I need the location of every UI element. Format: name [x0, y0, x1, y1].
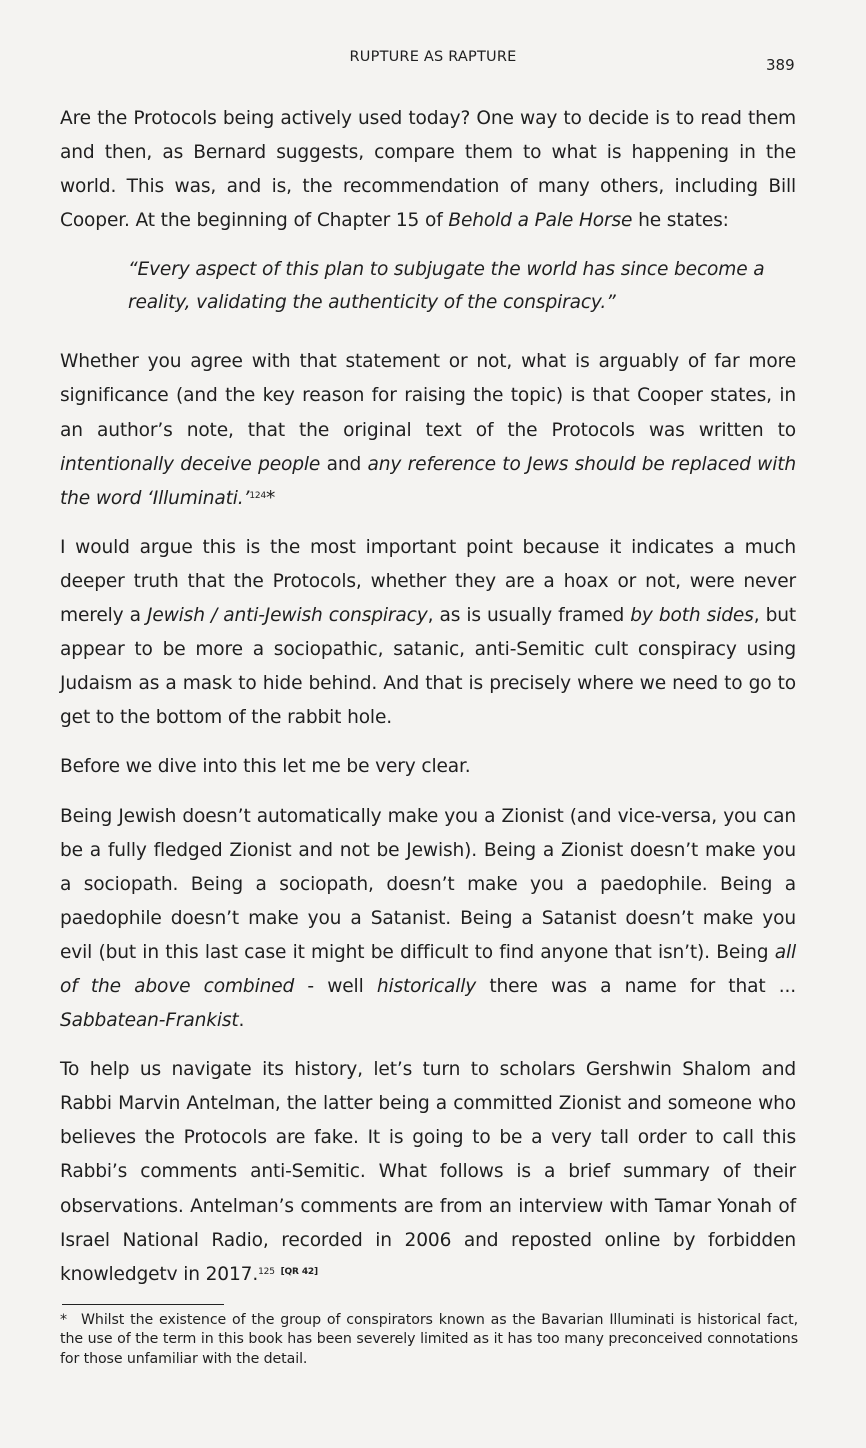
footnote-mark: *	[60, 1312, 67, 1328]
qr-reference: [QR 42]	[280, 1266, 319, 1277]
footnote-divider	[62, 1304, 224, 1305]
p5-text-1: Being Jewish doesn’t automatically make you a Zionist (and vice-versa, you can be a fully fledged Zionist and not be Jewish). Being a Zionist doesn’t make you a sociopath. Being a sociopath, doesn’t make you a paedophile. Being a paedophile doesn’t make you a Satanist. Being a Satanist doesn’t make you evil (but in this last case it might be difficult to find anyone that isn’t). Being	[60, 805, 796, 963]
p5-italic-2: historically	[376, 975, 477, 997]
p3-text-2: , as is usually framed	[427, 605, 631, 627]
paragraph-4	[60, 750, 796, 784]
p5-text-2: - well	[294, 975, 377, 997]
block-quote: “Every aspect of this plan to subjugate the world has since become a reality, validating the authenticity of the conspiracy.”	[128, 259, 765, 314]
p2-italic-1: intentionally deceive people	[60, 453, 321, 475]
footnote	[60, 1311, 798, 1369]
p2-text-2: and	[320, 453, 368, 475]
p1-text-2: he states:	[632, 210, 729, 232]
p5-italic-3: Sabbatean-Frankist	[60, 1010, 239, 1032]
p6-text-1: To help us navigate its history, let’s turn to scholars Gershwin Shalom and Rabbi Marvin Antelman, the latter being a committed Zionist and someone who believes the Protocols are fake. It is going to be a very tall order to call this Rabbi’s comments anti-Semitic. What follows is a brief summary of their observations. Antelman’s comments are from an interview with Tamar Yonah of Israel National Radio, recorded in 2006 and reposted online by forbidden knowledgetv in 2017.	[60, 1059, 796, 1285]
p5-text-3: there was a name for that ...	[476, 975, 796, 997]
p5-italic-1: all of the above combined	[60, 941, 796, 997]
p2-text-1: Whether you agree with that statement or not, what is arguably of far more significance (and the key reason for raising the topic) is that Cooper states, in an author’s note, that the original text of the Protocols was written to	[60, 351, 796, 441]
main-text	[60, 102, 796, 1307]
paragraph-5	[60, 800, 796, 1039]
p3-italic-2: by both sides	[630, 605, 754, 627]
p4-text-1: Before we dive into this let me be very clear.	[60, 756, 471, 778]
paragraph-3	[60, 531, 796, 736]
paragraph-6	[60, 1053, 796, 1292]
p1-text-1: Are the Protocols being actively used today? One way to decide is to read them and then, as Bernard suggests, compare them to what is happening in the world. This was, and is, the recommendation of many others, including Bill Cooper. At the beginning of Chapter 15 of	[60, 108, 796, 232]
p3-text-3: , but appear to be more a sociopathic, satanic, anti-Semitic cult conspiracy using Judaism as a mask to hide behind. And that is precisely where we need to go to get to the bottom of the rabbit hole.	[60, 605, 797, 729]
p3-text-1: I would argue this is the most important point because it indicates a much deeper truth that the Protocols, whether they are a hoax or not, were never merely a	[60, 536, 796, 627]
p2-italic-2: any reference to Jews should be replaced with the word ‘Illuminati.’	[60, 453, 797, 509]
paragraph-2	[60, 345, 796, 515]
endnote-ref-124: 124	[249, 490, 267, 501]
book-title: Behold a Pale Horse	[448, 210, 633, 232]
p5-text-4: .	[238, 1010, 245, 1032]
footnote-marker: *	[266, 487, 276, 509]
page-number: 389	[766, 56, 795, 74]
p3-italic-1: Jewish / anti-Jewish conspiracy	[146, 605, 428, 627]
paragraph-1	[60, 102, 796, 238]
running-head: RUPTURE AS RAPTURE	[349, 49, 517, 65]
footnote-text: Whilst the existence of the group of conspirators known as the Bavarian Illuminati is historical fact, the use of the term in this book has been severely limited as it has too many preconceived connotations for those unfamiliar with the detail.	[60, 1312, 798, 1367]
endnote-ref-125: 125	[258, 1266, 275, 1277]
